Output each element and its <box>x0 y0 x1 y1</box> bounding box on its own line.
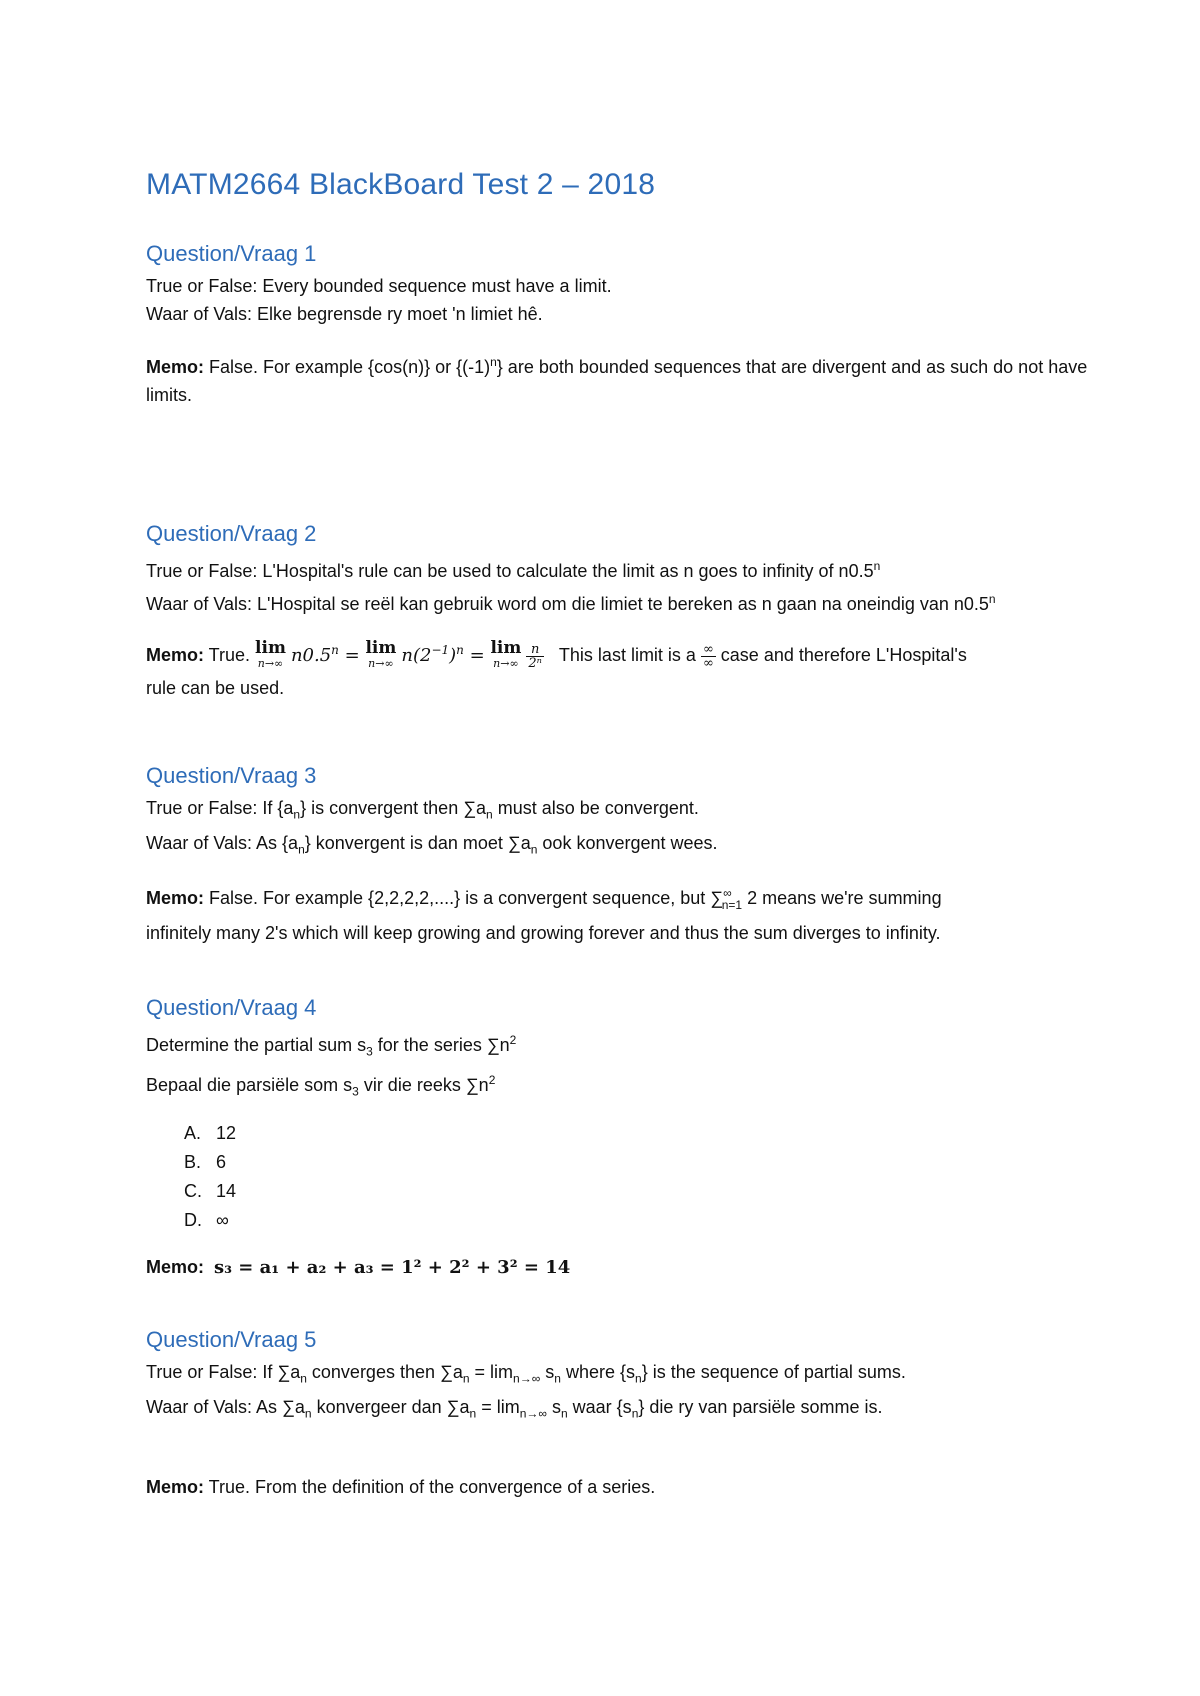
document-title: MATM2664 BlackBoard Test 2 – 2018 <box>146 168 656 201</box>
option-c: C. 14 <box>184 1181 237 1202</box>
question-5-afrikaans: Waar of Vals: As $\sum a_n$ konvergeer dan $\sum a_n = \lim_{n\to\infty} s_n$ waar $\{s_n\}$ die ry van parsiële somme is. <box>146 1396 883 1421</box>
question-1-english: True or False: Every bounded sequence must have a limit. <box>146 276 612 296</box>
question-4 <box>146 994 1136 1282</box>
question-4-heading: Question/Vraag 4 <box>146 995 317 1020</box>
question-3-english: True or False: If $\{a_n\}$ is convergent then $\sum a_n$ must also be convergent. <box>146 798 699 822</box>
question-2-english: True or False: L'Hospital's rule can be used to calculate the limit as n goes to infinity of n0.5$^n$ <box>146 559 881 581</box>
question-1-heading: Question/Vraag 1 <box>146 241 317 266</box>
question-2-memo: Memo: True. lim n→∞ $n0.5^n$ = lim n→∞ $n(2^{-1})^n$ = lim n→∞ $\frac{n}{\text{2ⁿ}}$ This last limit is a $\frac{\infty}{\infty}$ case and therefore L'Hospital's <box>146 638 967 671</box>
question-5 <box>146 1326 1136 1501</box>
question-2 <box>146 520 1136 702</box>
question-1-memo: Memo: False. For example {cos(n)} or $\{(-1)^n\}$ are both bounded sequences that are divergent and as such do not have limits. <box>146 355 1088 405</box>
question-2-memo-line2: rule can be used. <box>146 678 285 698</box>
fraction-n-over-2n: $\frac{n}{\text{2ⁿ}}$ <box>528 641 542 671</box>
question-5-english: True or False: If $\sum a_n$ converges then $\sum a_n = \lim_{n\to\infty} s_n$ where $\{s_n\}$ is the sequence of partial sums. <box>146 1362 906 1386</box>
question-5-heading: Question/Vraag 5 <box>146 1327 317 1352</box>
fraction-inf-over-inf: $\frac{\infty}{\infty}$ <box>702 641 714 671</box>
limit-operator: lim n→∞ <box>490 638 522 671</box>
limit-operator: lim n→∞ <box>255 638 286 671</box>
memo-label: Memo: <box>146 1477 204 1498</box>
question-4-memo: Memo: s₃ = a₁ + a₂ + a₃ = 1² + 2² + 3² = 14 <box>146 1257 571 1279</box>
question-2-afrikaans: Waar of Vals: L'Hospital se reël kan gebruik word om die limiet te bereken as n gaan na oneindig van n0.5$^n$ <box>146 592 996 614</box>
question-2-heading: Question/Vraag 2 <box>146 521 317 546</box>
memo-label: Memo: <box>146 645 204 665</box>
limit-operator: lim n→∞ <box>365 638 397 671</box>
question-4-english: Determine the partial sum $s_3$ for the series $\sum n^2$ <box>146 1033 517 1059</box>
memo-label: Memo: <box>146 1257 204 1278</box>
question-1 <box>146 240 1136 409</box>
option-a: A. 12 <box>184 1123 237 1144</box>
question-3-afrikaans: Waar of Vals: As $\{a_n\}$ konvergent is dan moet $\sum a_n$ ook konvergent wees. <box>146 832 718 857</box>
question-3 <box>146 762 1136 947</box>
answer-options <box>146 1119 1136 1235</box>
option-d: D. ∞ <box>184 1210 229 1231</box>
question-1-afrikaans: Waar of Vals: Elke begrensde ry moet 'n limiet hê. <box>146 304 543 324</box>
question-3-memo: Memo: False. For example {2,2,2,2,....} is a convergent sequence, but $\sum^\infty_{n=1}$ 2 means we're summing <box>146 886 942 912</box>
question-4-afrikaans: Bepaal die parsiële som $s_3$ vir die reeks $\sum n^2$ <box>146 1072 496 1099</box>
question-5-memo: Memo: True. From the definition of the convergence of a series. <box>146 1477 656 1498</box>
option-b: B. 6 <box>184 1152 227 1173</box>
memo-label: Memo: <box>146 357 204 377</box>
memo-label: Memo: <box>146 888 204 909</box>
question-3-heading: Question/Vraag 3 <box>146 763 317 788</box>
question-3-memo-line2: infinitely many 2's which will keep growing and growing forever and thus the sum diverges to infinity. <box>146 922 941 943</box>
